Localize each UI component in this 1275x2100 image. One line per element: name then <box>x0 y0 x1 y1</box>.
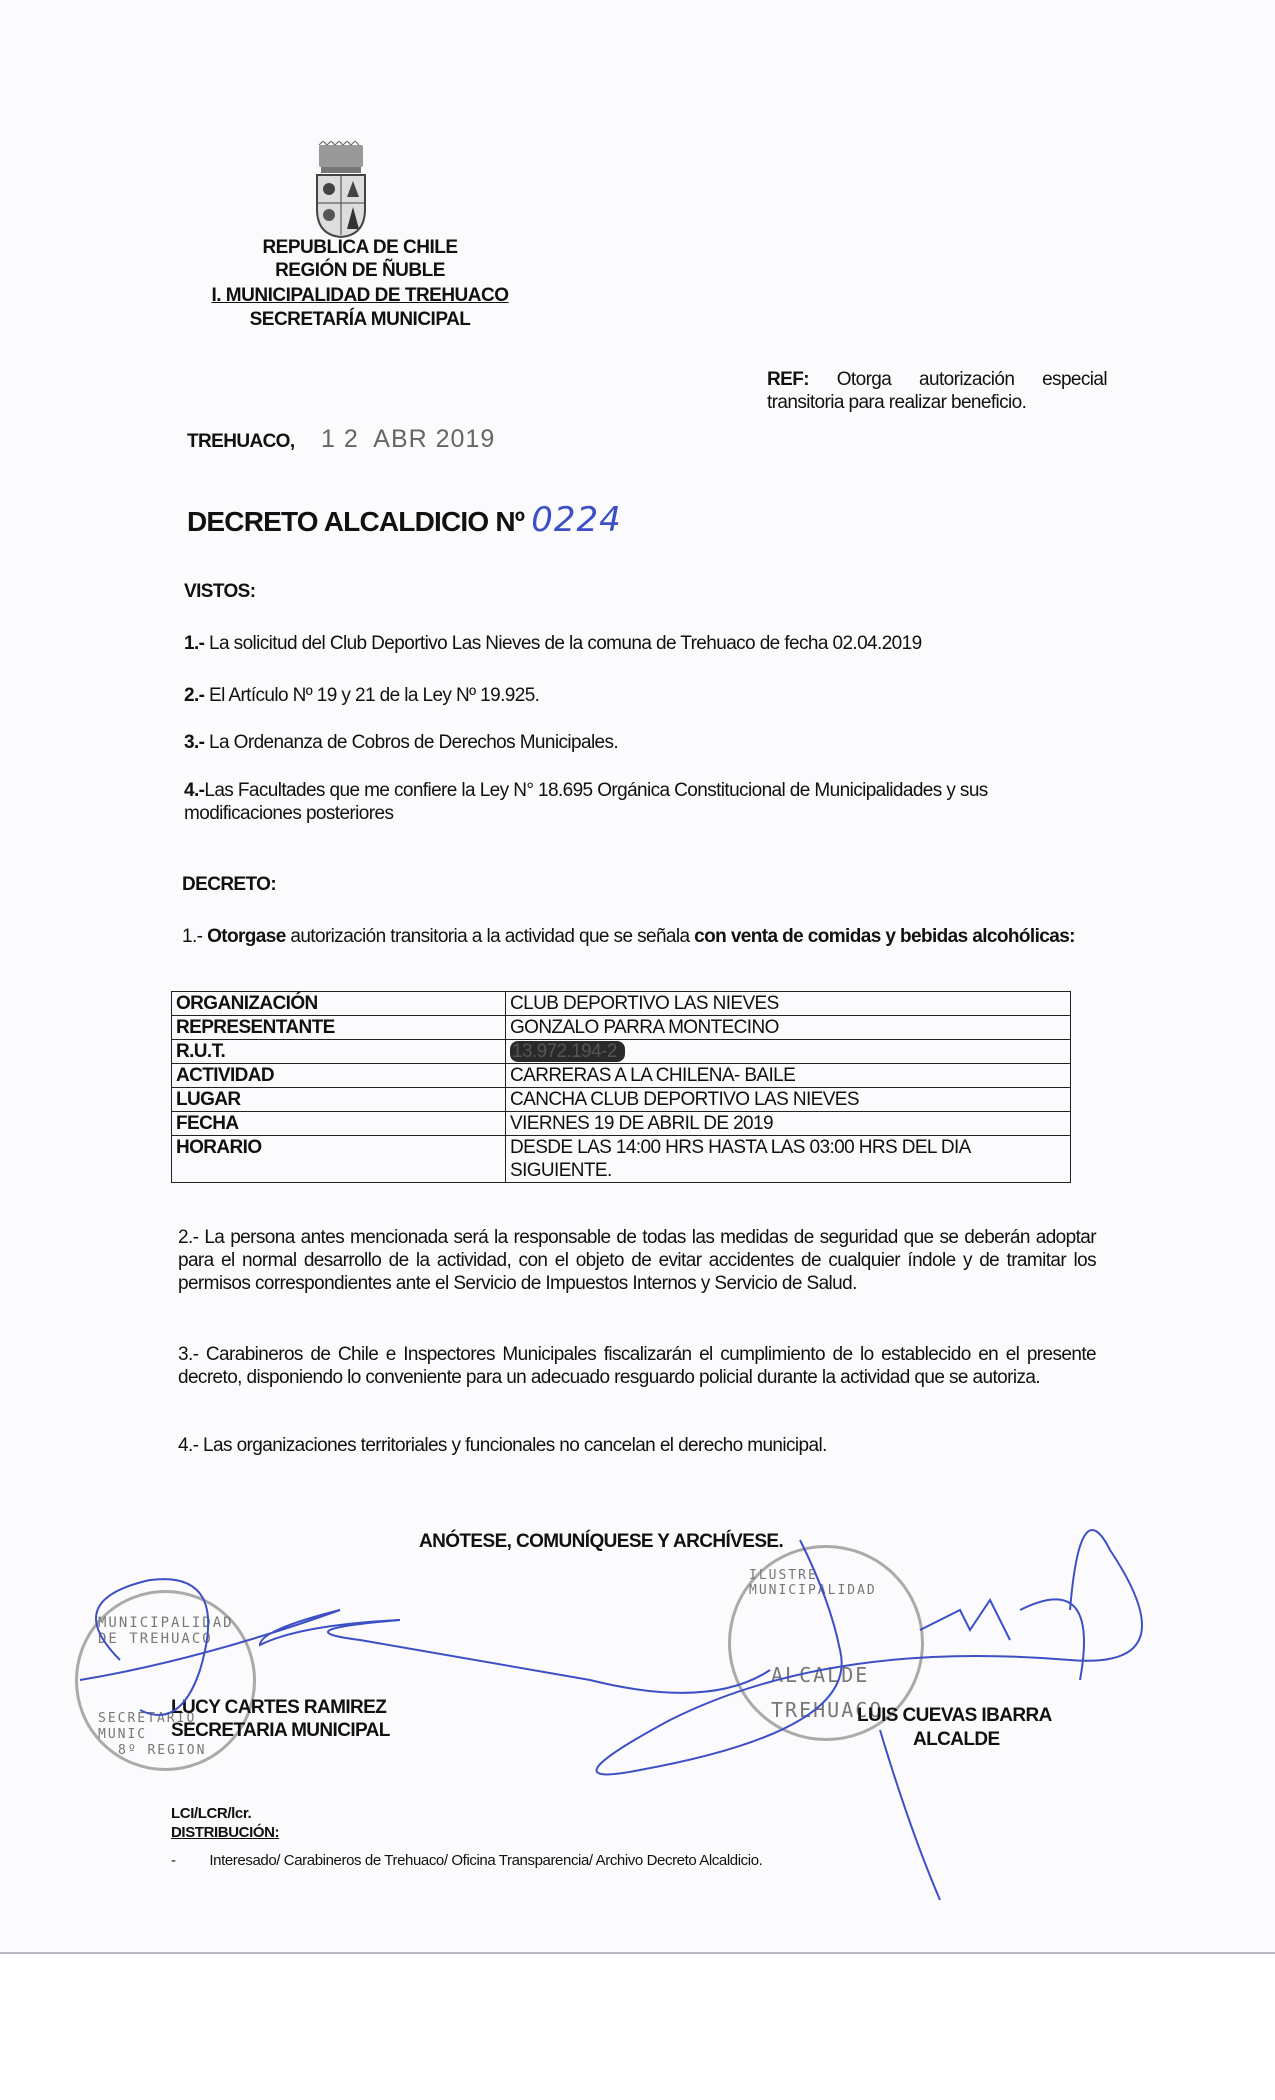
decreto-paragraph-2: 2.- La persona antes mencionada será la responsable de todas las medidas de seguridad que se deberán adoptar para el normal desarrollo de la actividad, con el objeto de evitar accidentes de cualquier índole y de tramitar los permisos correspondientes ante el Servicio de Impuestos Internos y Servicio de Salud. <box>178 1227 1096 1294</box>
date-stamp: 1 2 ABR 2019 <box>321 425 496 453</box>
header-municipality: I. MUNICIPALIDAD DE TREHUACO <box>211 285 509 306</box>
secretary-title: SECRETARIA MUNICIPAL <box>171 1720 390 1741</box>
distribution-text: Interesado/ Carabineros de Trehuaco/ Oficina Transparencia/ Archivo Decreto Alcaldicio. <box>209 1852 763 1869</box>
seal-text: ILUSTRE MUNICIPALIDAD <box>749 1568 877 1598</box>
row-value <box>506 1040 1071 1064</box>
seal-text: 8º REGION <box>118 1743 207 1758</box>
item-number: 1.- <box>184 633 205 654</box>
item-text: La Ordenanza de Cobros de Derechos Municipales. <box>204 732 619 753</box>
table-row <box>172 1112 1071 1136</box>
item-text: La solicitud del Club Deportivo Las Nieves de la comuna de Trehuaco de fecha 02.04.2019 <box>204 633 922 654</box>
row-value: CLUB DEPORTIVO LAS NIEVES <box>506 992 1071 1016</box>
decreto-paragraph-4: 4.- Las organizaciones territoriales y funcionales no cancelan el derecho municipal. <box>178 1435 827 1456</box>
date-line <box>187 425 495 454</box>
table-row <box>172 1040 1071 1064</box>
seal-text: MUNIC <box>98 1727 148 1742</box>
item-number: 4.- <box>184 780 205 801</box>
date-place: TREHUACO, <box>187 431 295 452</box>
mayor-title: ALCALDE <box>913 1729 1000 1750</box>
closing-formula: ANÓTESE, COMUNÍQUESE Y ARCHÍVESE. <box>419 1531 784 1552</box>
seal-text: TREHUACO <box>771 1698 884 1722</box>
activity-details-table <box>171 991 1071 1183</box>
row-label: REPRESENTANTE <box>172 1016 506 1040</box>
decreto-heading: DECRETO: <box>182 874 277 895</box>
item-number: 2.- <box>184 685 205 706</box>
decree-title <box>187 500 622 540</box>
table-row <box>172 1136 1071 1183</box>
row-label: HORARIO <box>172 1136 506 1183</box>
row-label: LUGAR <box>172 1088 506 1112</box>
paragraph-number: 1.- <box>182 926 208 947</box>
visto-item-2 <box>184 684 1084 707</box>
reference-label: REF: <box>767 369 809 390</box>
row-value: CARRERAS A LA CHILENA- BAILE <box>506 1064 1071 1088</box>
header-secretariat: SECRETARÍA MUNICIPAL <box>249 309 471 330</box>
item-text: Las Facultades que me confiere la Ley N° 18.695 Orgánica Constitucional de Municipalidades y sus modificaciones posteriores <box>184 780 988 824</box>
municipal-crest-icon <box>311 141 371 239</box>
table-row <box>172 1088 1071 1112</box>
initials: LCI/LCR/lcr. <box>171 1805 252 1822</box>
table-row <box>172 1064 1071 1088</box>
secretary-signature <box>80 1579 770 1715</box>
secretary-name: LUCY CARTES RAMIREZ <box>171 1697 387 1718</box>
paragraph-text: autorización transitoria a la actividad que se señala <box>285 926 695 947</box>
mayor-signature <box>597 1530 1142 1900</box>
table-row <box>172 1016 1071 1040</box>
decree-title-text: DECRETO ALCALDICIO Nº <box>187 506 525 537</box>
item-text: El Artículo Nº 19 y 21 de la Ley Nº 19.925. <box>204 685 540 706</box>
decreto-paragraph-3: 3.- Carabineros de Chile e Inspectores Municipales fiscalizarán el cumplimiento de lo establecido en el presente decreto, disponiendo lo conveniente para un adecuado resguardo policial durante la actividad que se autoriza. <box>178 1344 1096 1388</box>
decreto-paragraph-1 <box>182 925 1100 948</box>
row-value: CANCHA CLUB DEPORTIVO LAS NIEVES <box>506 1088 1071 1112</box>
seal-text: SECRETARIO <box>98 1711 197 1726</box>
row-value: DESDE LAS 14:00 HRS HASTA LAS 03:00 HRS DEL DIA SIGUIENTE. <box>506 1136 1071 1183</box>
visto-item-4 <box>184 779 1102 825</box>
seal-text: MUNICIPALIDAD DE TREHUACO <box>98 1615 234 1647</box>
row-label: ACTIVIDAD <box>172 1064 506 1088</box>
item-number: 3.- <box>184 732 205 753</box>
mayor-name: LUIS CUEVAS IBARRA <box>857 1705 1052 1726</box>
row-label: ORGANIZACIÓN <box>172 992 506 1016</box>
reference <box>767 368 1107 414</box>
visto-item-3 <box>184 731 1084 754</box>
header-republic: REPUBLICA DE CHILE <box>262 237 458 258</box>
distribution-list <box>171 1852 762 1869</box>
redacted-rut: 13.972.194-2 <box>510 1041 625 1062</box>
bullet: - <box>171 1852 176 1869</box>
table-row <box>172 992 1071 1016</box>
header-region: REGIÓN DE ÑUBLE <box>275 260 445 281</box>
row-label: FECHA <box>172 1112 506 1136</box>
distribution-heading: DISTRIBUCIÓN: <box>171 1824 280 1841</box>
row-value: VIERNES 19 DE ABRIL DE 2019 <box>506 1112 1071 1136</box>
row-value: GONZALO PARRA MONTECINO <box>506 1016 1071 1040</box>
decree-number-handwritten: 0224 <box>531 500 622 540</box>
reference-text: Otorga autorización especial transitoria para realizar beneficio. <box>767 369 1107 413</box>
visto-item-1 <box>184 632 1084 655</box>
row-label: R.U.T. <box>172 1040 506 1064</box>
paragraph-bold: con venta de comidas y bebidas alcohólicas: <box>694 926 1075 947</box>
vistos-heading: VISTOS: <box>184 581 256 602</box>
paragraph-bold: Otorgase <box>207 926 286 947</box>
seal-text: ALCALDE <box>771 1663 870 1687</box>
